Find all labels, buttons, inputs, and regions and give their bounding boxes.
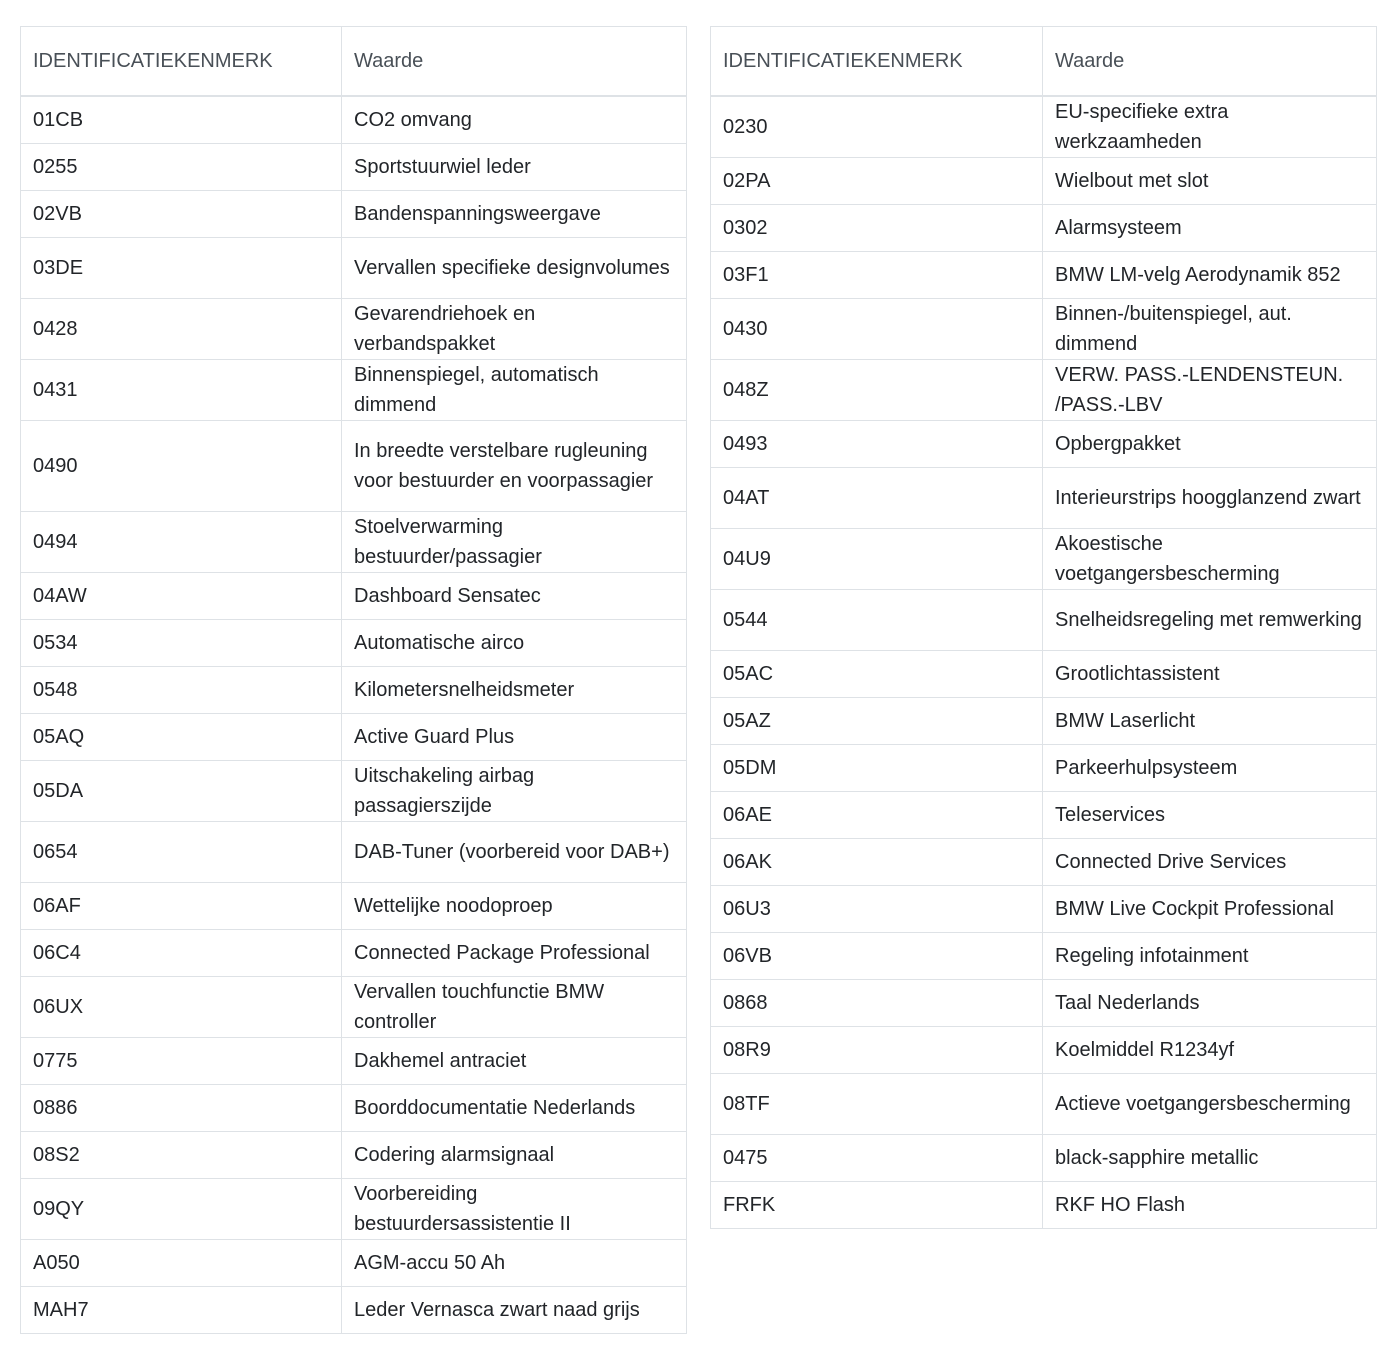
cell-code: 05AC	[711, 651, 1043, 698]
table-row	[21, 191, 687, 238]
cell-code: 048Z	[711, 360, 1043, 421]
cell-code: 0868	[711, 980, 1043, 1027]
cell-code: 0534	[21, 620, 342, 667]
right-features-table	[710, 26, 1377, 1229]
cell-value: Grootlichtassistent	[1043, 651, 1377, 698]
cell-value: Boorddocumentatie Nederlands	[342, 1085, 687, 1132]
table-row	[21, 96, 687, 144]
table-row	[21, 238, 687, 299]
table-row	[711, 792, 1377, 839]
cell-value: Binnen-/buitenspiegel, aut. dimmend	[1043, 299, 1377, 360]
table-row	[711, 590, 1377, 651]
cell-value: Alarmsysteem	[1043, 205, 1377, 252]
table-row	[711, 360, 1377, 421]
table-row	[711, 1074, 1377, 1135]
table-header-row	[711, 27, 1377, 97]
cell-code: 04AW	[21, 573, 342, 620]
table-row	[711, 980, 1377, 1027]
cell-value: Wielbout met slot	[1043, 158, 1377, 205]
cell-value: Koelmiddel R1234yf	[1043, 1027, 1377, 1074]
cell-code: 0494	[21, 512, 342, 573]
cell-value: Dakhemel antraciet	[342, 1038, 687, 1085]
cell-value: black-sapphire metallic	[1043, 1135, 1377, 1182]
cell-code: 05DA	[21, 761, 342, 822]
table-row	[711, 468, 1377, 529]
cell-value: Opbergpakket	[1043, 421, 1377, 468]
cell-value: Stoelverwarming bestuurder/passagier	[342, 512, 687, 573]
table-row	[711, 529, 1377, 590]
cell-value: Automatische airco	[342, 620, 687, 667]
cell-code: 0430	[711, 299, 1043, 360]
cell-code: 0490	[21, 421, 342, 512]
cell-value: Uitschakeling airbag passagierszijde	[342, 761, 687, 822]
column-header-value: Waarde	[342, 27, 687, 97]
column-header-code: IDENTIFICATIEKENMERK	[21, 27, 342, 97]
cell-value: DAB-Tuner (voorbereid voor DAB+)	[342, 822, 687, 883]
cell-value: Snelheidsregeling met remwerking	[1043, 590, 1377, 651]
cell-code: 0230	[711, 96, 1043, 158]
table-row	[21, 620, 687, 667]
cell-value: Sportstuurwiel leder	[342, 144, 687, 191]
cell-value: Parkeerhulpsysteem	[1043, 745, 1377, 792]
cell-code: 08S2	[21, 1132, 342, 1179]
cell-code: 0255	[21, 144, 342, 191]
cell-value: Vervallen specifieke designvolumes	[342, 238, 687, 299]
cell-code: 05AZ	[711, 698, 1043, 745]
table-row	[711, 299, 1377, 360]
cell-code: 05DM	[711, 745, 1043, 792]
table-row	[711, 933, 1377, 980]
cell-value: BMW Live Cockpit Professional	[1043, 886, 1377, 933]
cell-value: VERW. PASS.-LENDENSTEUN. /PASS.-LBV	[1043, 360, 1377, 421]
cell-code: 0493	[711, 421, 1043, 468]
cell-code: 0428	[21, 299, 342, 360]
cell-value: Bandenspanningsweergave	[342, 191, 687, 238]
cell-value: Active Guard Plus	[342, 714, 687, 761]
table-row	[711, 205, 1377, 252]
cell-value: Connected Drive Services	[1043, 839, 1377, 886]
table-row	[21, 1240, 687, 1287]
cell-code: 06AK	[711, 839, 1043, 886]
cell-code: 02PA	[711, 158, 1043, 205]
column-header-code: IDENTIFICATIEKENMERK	[711, 27, 1043, 97]
table-row	[711, 745, 1377, 792]
table-row	[711, 421, 1377, 468]
cell-value: EU-specifieke extra werkzaamheden	[1043, 96, 1377, 158]
cell-value: Gevarendriehoek en verbandspakket	[342, 299, 687, 360]
cell-code: FRFK	[711, 1182, 1043, 1229]
cell-value: Akoestische voetgangersbescherming	[1043, 529, 1377, 590]
table-row	[21, 1287, 687, 1334]
table-row	[21, 144, 687, 191]
left-features-table	[20, 26, 687, 1334]
cell-code: 0548	[21, 667, 342, 714]
table-row	[21, 512, 687, 573]
cell-code: 08TF	[711, 1074, 1043, 1135]
cell-code: A050	[21, 1240, 342, 1287]
table-row	[21, 977, 687, 1038]
cell-code: 0302	[711, 205, 1043, 252]
table-row	[21, 360, 687, 421]
table-row	[21, 1038, 687, 1085]
cell-code: 06AE	[711, 792, 1043, 839]
cell-code: 0475	[711, 1135, 1043, 1182]
table-row	[711, 698, 1377, 745]
cell-code: MAH7	[21, 1287, 342, 1334]
cell-code: 04U9	[711, 529, 1043, 590]
cell-value: BMW Laserlicht	[1043, 698, 1377, 745]
table-row	[711, 96, 1377, 158]
cell-value: Regeling infotainment	[1043, 933, 1377, 980]
cell-value: CO2 omvang	[342, 96, 687, 144]
cell-code: 03DE	[21, 238, 342, 299]
cell-value: Wettelijke noodoproep	[342, 883, 687, 930]
cell-code: 0431	[21, 360, 342, 421]
cell-value: Kilometersnelheidsmeter	[342, 667, 687, 714]
table-row	[711, 158, 1377, 205]
cell-value: Taal Nederlands	[1043, 980, 1377, 1027]
table-row	[711, 1027, 1377, 1074]
table-row	[21, 761, 687, 822]
cell-value: In breedte verstelbare rugleuning voor bestuurder en voorpassagier	[342, 421, 687, 512]
cell-code: 04AT	[711, 468, 1043, 529]
cell-value: Voorbereiding bestuurdersassistentie II	[342, 1179, 687, 1240]
table-row	[711, 1182, 1377, 1229]
cell-code: 06UX	[21, 977, 342, 1038]
cell-code: 0544	[711, 590, 1043, 651]
cell-value: Interieurstrips hoogglanzend zwart	[1043, 468, 1377, 529]
cell-code: 09QY	[21, 1179, 342, 1240]
cell-value: Actieve voetgangersbescherming	[1043, 1074, 1377, 1135]
cell-value: Binnenspiegel, automatisch dimmend	[342, 360, 687, 421]
cell-code: 06C4	[21, 930, 342, 977]
table-row	[711, 252, 1377, 299]
cell-code: 0775	[21, 1038, 342, 1085]
cell-code: 08R9	[711, 1027, 1043, 1074]
cell-value: Teleservices	[1043, 792, 1377, 839]
table-row	[21, 299, 687, 360]
cell-value: RKF HO Flash	[1043, 1182, 1377, 1229]
table-row	[21, 1179, 687, 1240]
table-row	[21, 1085, 687, 1132]
table-row	[711, 1135, 1377, 1182]
table-row	[711, 886, 1377, 933]
table-row	[21, 573, 687, 620]
column-header-value: Waarde	[1043, 27, 1377, 97]
table-row	[21, 421, 687, 512]
cell-code: 06VB	[711, 933, 1043, 980]
cell-value: Leder Vernasca zwart naad grijs	[342, 1287, 687, 1334]
table-row	[711, 839, 1377, 886]
cell-code: 05AQ	[21, 714, 342, 761]
cell-code: 0654	[21, 822, 342, 883]
cell-code: 0886	[21, 1085, 342, 1132]
table-row	[21, 714, 687, 761]
table-row	[21, 667, 687, 714]
table-row	[21, 822, 687, 883]
cell-value: Connected Package Professional	[342, 930, 687, 977]
cell-code: 06U3	[711, 886, 1043, 933]
cell-value: BMW LM-velg Aerodynamik 852	[1043, 252, 1377, 299]
cell-value: Vervallen touchfunctie BMW controller	[342, 977, 687, 1038]
cell-code: 01CB	[21, 96, 342, 144]
cell-code: 03F1	[711, 252, 1043, 299]
table-row	[711, 651, 1377, 698]
cell-value: Codering alarmsignaal	[342, 1132, 687, 1179]
cell-code: 06AF	[21, 883, 342, 930]
table-row	[21, 883, 687, 930]
cell-code: 02VB	[21, 191, 342, 238]
table-row	[21, 930, 687, 977]
table-header-row	[21, 27, 687, 97]
cell-value: Dashboard Sensatec	[342, 573, 687, 620]
table-row	[21, 1132, 687, 1179]
cell-value: AGM-accu 50 Ah	[342, 1240, 687, 1287]
